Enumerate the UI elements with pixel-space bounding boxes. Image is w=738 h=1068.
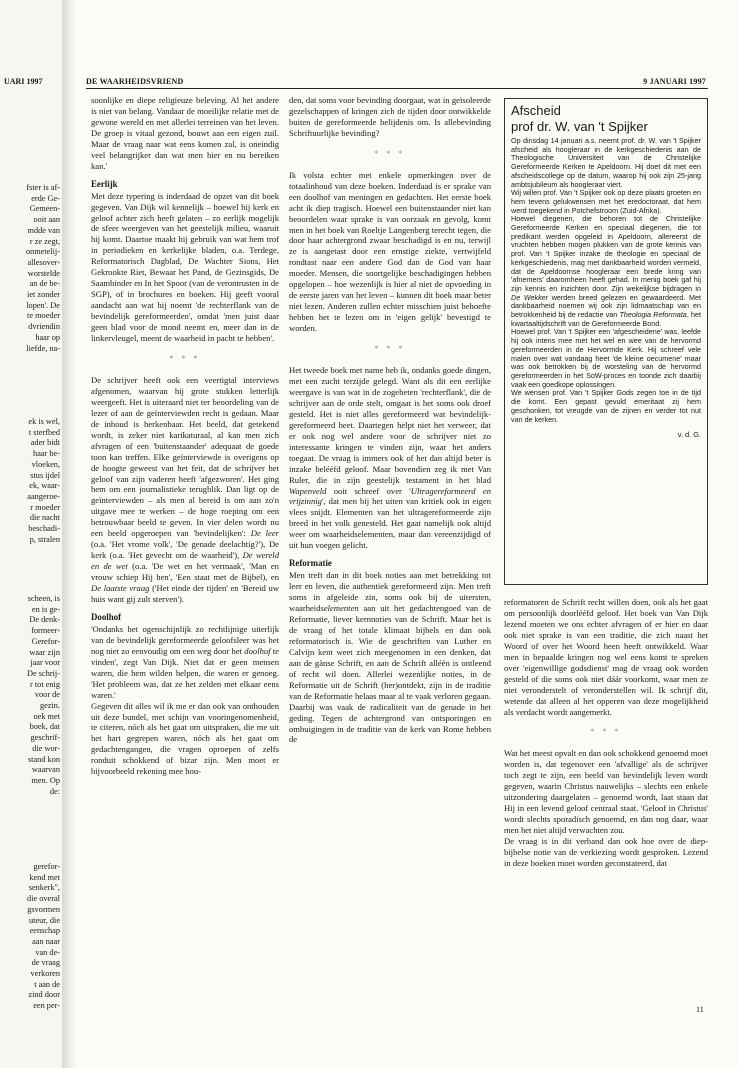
text-fragment: r ze zegt, <box>29 236 60 246</box>
text-fragment: en is ge- <box>31 604 60 614</box>
text-fragment: eenschap <box>29 926 60 936</box>
paragraph: Met deze typering is inderdaad de opzet van dit boek gegeven. Van Dijk wil kennelijk – hoewel hij kerk en geloof achter zich heeft gelaten – zo eerlijk mogelijk de sfeer weergeven van het geestelijk milieu, waaruit hij komt. Daartoe maakt hij gebruik van wat hem trof in periodieken en kerkelijke bladen, o.a. Terdege, Reformatorisch Dagblad, De Wachter Sions, Het Gekrookte Riet, Bewaar het Pand, de Gezinsgids, De Saambinder en In het Spoor (van de verontrusten in de SGP), of in brochures en boeken. Hij geeft vooral aandacht aan wat hij noemt 'de rechterflank van de bevindelijk gereformeerden', omdat 'men juist daar geen blad voor de mond neemt en, meer dan in de linkervleugel, meent de waarheid in pacht te hebben'. <box>91 190 279 344</box>
paragraph: Het tweede boek met name heb ik, ondanks goede dingen, met een zucht terzijde gelegd. Want als dit een eerlijke weergave is van wat in de zogeheten 'rechterflank', die de schrijver aan de orde stelt, omgaat is het soms ook droef gesteld. Het is niet alles gereformeerd wat bevindelijk-gereformeerd heet. Daartegen helpt niet het verweer, dat er ook nog wel andere voor de schrijver niet zo interessante kringen te vinden zijn, waar het anders toegaat. De vraag is immers ook of het dan altijd beter is inzake belééfd geloof. Maar bovendien zeg ik met Van Ruler, die in zijn geestelijk testament in het blad Wapenveld ooit schreef over 'Ultragereformeerd en vrijzinnig', dat men bij het uiten van kritiek ook in eigen vlees snijdt. Elementen van het ultragereformeerde zijn breed in het volk genesteld. Het gaat namelijk ook altijd weer om waarheidselementen, maar dan vereenzijdigd of uit hun voegen gelicht. <box>289 365 491 551</box>
text-fragment: ooit aan <box>33 215 60 225</box>
paragraph: Op dinsdag 14 januari a.s. neemt prof. dr. W. van 't Spijker afscheid als hoogleraar in de kerkgeschiedenis aan de Theologische Universiteit van de Christelijke Gereformeerde Kerken te Apeldoorn. Hij doet dit met een afscheidscollege op de datum, waarop hij ook zijn 25-jarig ambtsjubileum als hoogleraar viert. <box>511 136 701 189</box>
text-fragment: haar be- <box>33 449 60 459</box>
issue-date: 9 JANUARI 1997 <box>643 77 706 86</box>
text-fragment: ek is wel, <box>28 417 60 426</box>
paragraph: De schrijver heeft ook een veertigtal interviews afgenomen, waarvan hij grote stukken letterlijk weergeeft. Het is uiteraard niet ter beoordeling van de lezer of aan de geïnterviewden recht is gedaan. Maar de inhoud is herkenbaar. Het beeld, dat getekend wordt, is zeker niet karikaturaal, al kan men zich afvragen of een 'buitenstaander' adequaat de goede toon kan treffen. Elke geïnterviewde is overigens op de hoogte geweest van het feit, dat de schrijver het geloof van zijn vaderen heeft 'afgezworen'. Het ging hem om een journalistieke terugblik. Dan ligt op de geïnterviewden – als men al bereid is om aan zo'n uitgave mee te werken – de hoge roeping om een betrouwbaar beeld te geven. In vier delen wordt nu een beeld opgeroepen van 'bevindelijken': De leer (o.a. 'Het vrome volk', 'De genade deelachtig?'), De kerk (o.a. 'Het gevecht om de waarheid'), De wereld en de wet (o.a. 'De wet en het vermaak', 'Man en vrouw schiep Hij hen', 'Een staat met de Bijbel), en De laatste vraag ('Het einde der tijden' en 'Bereid uw huis want gij zult sterven'). <box>91 374 280 604</box>
text-fragment: dvriendin <box>28 322 60 332</box>
text-fragment: de: <box>49 786 60 796</box>
text-fragment: verkoren <box>30 969 60 979</box>
paragraph: Men treft dan in dit boek noties aan met betrekking tot leer en leven, die authentiek gereformeerd zijn. Men treft soms in afgeleide zin, soms ook bij de uitersten, waarheidselementen aan uit het gedachtengoed van de Reformatie, liever kernnoties van de Schrift. Maar het is de vraag of het totale klimaat bijbels en dan ook reformatorisch is. Wie de geschriften van Luther en Calvijn kent weet zich meegenomen in een denken, dat aan de gànse Schrift, en aan de Schrift alléén is ontleend of recht wil doen. Allerlei wezenlijke noties, in de Reformatie uit de Schrift (her)ontdekt, zijn in de traditie van de Reformatie helaas maar al te vaak verloren gegaan. Daarbij was vaak de radicaliteit van de genade in het geding. Tegen de achtergrond van ontsporingen en ombuigingen in de traditie van de kerk van Rome hebben de <box>289 570 491 745</box>
text-fragment: van de- <box>35 947 60 957</box>
text-fragment: allesover- <box>27 257 60 267</box>
text-fragment: lopen'. De <box>26 300 60 310</box>
previous-page-strip <box>0 0 62 1068</box>
announcement-box <box>504 98 708 585</box>
paragraph: Hoewel diegenen, die behoren tot de Christelijke Gereformeerde Kerken en speciaal diegenen, die tot predikant werden opgeleid in Apeldoorn, allereerst de vruchten hebben mogen plukken van de grote kennis van prof. Van 't Spijker inzake de theologie en speciaal de kerkgeschiedenis, mag met dankbaarheid worden vermeld, dat de Apeldoornse hoogleraar een brede kring van 'afnemers' daaromheen heeft gehad. In menig boek gaf hij zijn kennis en inzichten door. Zijn wekelijkse bijdragen in De Wekker werden breed gelezen en gewaardeerd. Met dankbaarheid noemen wij ook zijn lidmaatschap van en betrokkenheid bij de redactie van Theologia Reformata, het kwartaaltijdschrift van de Gereformeerde Bond. <box>511 214 701 328</box>
text-fragment: oek met <box>33 711 60 721</box>
article-column-1 <box>91 95 279 777</box>
box-body <box>511 137 701 424</box>
paragraph: Wij willen prof. Van 't Spijker ook op deze plaats groeten en hem tevens gelukwensen met het eredoctoraat, dat hem werd toegekend in Potchefstroom (Zuid-Afrika). <box>511 188 701 215</box>
text-fragment: onmetelij- <box>25 247 60 257</box>
paragraph: den, dat soms voor bevinding doorgaat, wat in geïsoleerde gezelschappen of kringen zich de tijden door ontwikkelde buiten de gereformeerde belijdenis om. Is allebevinding Schriftuurlijke bevinding? <box>289 95 491 138</box>
text-fragment: ek, waar- <box>29 481 60 491</box>
text-fragment: r tot enig <box>30 679 60 689</box>
paragraph: Ik volsta echter met enkele opmerkingen over de totaalinhoud van deze boeken. Inderdaad is er sprake van een doolhof van meningen en gedachten. Het eerste boek acht ik diep tragisch. Hoewel een buitenstaander niet kan beoordelen waar sprake is van oorzaak en gevolg, komt men in het boek van Roeltje Langenberg terecht tegen, die door haar achtergrond zwaar beschadigd is en nu, terwijl ze is aangetast door een ernstige ziekte, vertwijfeld rondtast naar een andere God dan de God van haar moeder. Mensen, die soortgelijke beschadigingen hebben opgelopen – hoe wezenlijk is hier al niet de opvoeding in de eerste jaren van het leven – kunnen dit boek maar beter niet lezen. Anderen zullen echter misschien juist behoefte hebben het te lezen om in 'eigen gelijk' bevestigd te worden. <box>289 169 491 334</box>
text-fragment: aan naar <box>32 936 60 946</box>
text-fragment: gerefor- <box>33 862 60 871</box>
text-fragment: boek, dat <box>29 722 60 732</box>
text-fragment: de vraag <box>31 958 60 968</box>
paragraph: reformatoren de Schrift recht willen doen, ook als het gaat om persoonlijk doorlééfd geloof. Het boek van Van Dijk lezend moeten we ons echter afvragen of er hier en daar ook niet sprake is van een traditie, die zich naast het Woord of over het Woord heen heeft ontwikkeld. Waar men in bepaalde kringen nog wel eens komt te spreken over 'eigenwillige godsdienst' mag de vraag ook worden gesteld of die soms ook niet dáár voorkomt, waar men ze niet veronderstelt of veronderstellen wil. Ik schrijf dit, wetende dat alleen al het opperen van deze mogelijkheid als verdacht wordt aangemerkt. <box>504 597 708 717</box>
paragraph: soonlijke en diepe religieuze beleving. Al het andere is niet van belang. Vandaar de moeilijke relatie met de gewone wereld en met allerlei terreinen van het leven. De groep is vitaal gezond, bouwt aan een eigen zuil. Maar de vraag naar wat eens komen zal, is oneindig veel belangrijker dan wat men hier en nu bereiken kan.' <box>91 95 279 171</box>
previous-page-text-block <box>2 417 60 545</box>
text-fragment: kend met <box>29 872 60 882</box>
paragraph: We wensen prof. Van 't Spijker Gods zegen toe in de tijd die komt. Een gepast gevuld emeritaat zij hem geschonken, tot vreugde van de zijnen en verder tot nut van de kerken. <box>511 388 701 424</box>
text-fragment: geschrif- <box>30 733 60 743</box>
previous-page-header: UARI 1997 <box>4 77 43 86</box>
publication-name: DE WAARHEIDSVRIEND <box>86 77 184 86</box>
text-fragment: waarvan <box>31 765 60 775</box>
text-fragment: an de be- <box>29 279 60 289</box>
subheading-reformatie: Reformatie <box>289 558 332 569</box>
text-fragment: die overal <box>27 894 60 904</box>
text-fragment: Gerefor- <box>31 636 60 646</box>
box-signature: v. d. G. <box>677 430 701 440</box>
paragraph: Gegeven dit alles wil ik me er dan ook van onthouden uit deze bundel, met schijn van vooringenomenheid, te citeren, nóch als het gaat om uitspraken, die me uit het hart gegrepen waren, nóch als het gaat om gedachtengangen, die vragen oproepen of zelfs ronduit schokkend of bizar zijn. Men moet er bijvoorbeeld rekening mee hou- <box>91 700 279 777</box>
previous-page-text-block <box>2 862 60 1012</box>
text-fragment: De denk- <box>29 615 60 625</box>
text-fragment: zind door <box>28 990 60 1000</box>
paragraph: Hoewel prof. Van 't Spijker een 'afgescheidene' was, leefde hij ook intens mee met het wel en wee van de hervormd gereformeerden in de Hervormde Kerk. Hij schreef vele malen over wat vandaag heet 'de kleine oecumene' maar was ook betrokken bij de worsteling van de hervormd gereformeerden in het SoW-proces en toonde zich daarbij vaak een goedkope oplossingen. <box>511 327 701 389</box>
page-number: 11 <box>696 1005 704 1014</box>
box-title: Afscheid <box>511 103 561 118</box>
text-fragment: formeer- <box>31 626 60 636</box>
text-fragment: beschadi- <box>28 524 60 534</box>
article-column-3 <box>504 597 708 869</box>
text-fragment: erde Ge- <box>31 193 60 203</box>
text-fragment: te moeder <box>27 311 60 321</box>
text-fragment: t aan de <box>34 979 60 989</box>
text-fragment: waar zijn <box>29 647 60 657</box>
section-divider: * * * <box>590 727 622 737</box>
text-fragment: voor de <box>34 690 60 700</box>
text-fragment: die wor- <box>32 743 60 753</box>
previous-page-text-block <box>2 183 60 354</box>
text-fragment: jaar voor <box>30 658 60 668</box>
text-fragment: die nacht <box>29 513 60 523</box>
text-fragment: t sterfbed <box>28 427 60 437</box>
text-fragment: uteur, die <box>29 915 60 925</box>
box-subtitle: prof dr. W. van 't Spijker <box>511 119 648 134</box>
header-rule <box>86 88 708 89</box>
text-fragment: ader bidt <box>30 438 60 448</box>
text-fragment: Gemeen- <box>29 204 60 214</box>
text-fragment: stand kon <box>27 754 60 764</box>
gutter-shadow <box>62 0 76 1068</box>
paragraph: De vraag is in dit verband dan ook hoe over de diep-bijbelse notie van de verkiezing wordt gesproken. Lezend in deze boeken moet worden geconstateerd, dat <box>504 836 708 868</box>
text-fragment: gezin. <box>39 701 60 711</box>
text-fragment: liefde, na- <box>26 343 60 353</box>
subheading-doolhof: Doolhof <box>91 611 122 622</box>
paragraph: 'Ondanks het ogenschijnlijk zo rechtlijnige uiterlijk van de bevindelijk gereformeerde geloofsleer was het nog niet zo eenvoudig om een weg door het doolhof te vinden', zegt Van Dijk. Niet dat er geen mensen waren, die hem wilden helpen, die waren er genoeg. 'Het probleem was, dat ze het zelden met elkaar eens waren.' <box>91 623 280 700</box>
text-fragment: aangeroe- <box>27 491 60 501</box>
text-fragment: vloeken, <box>31 459 60 469</box>
text-fragment: een per- <box>33 1001 60 1011</box>
text-fragment: r moeder <box>30 502 60 512</box>
section-divider: * * * <box>169 353 201 363</box>
text-fragment: De schrij- <box>27 668 60 678</box>
section-divider: * * * <box>374 344 406 354</box>
text-fragment: scheen, is <box>27 594 60 603</box>
text-fragment: stus ijdel <box>30 470 60 480</box>
section-divider: * * * <box>374 148 406 158</box>
text-fragment: gsvormen <box>27 904 60 914</box>
text-fragment: fster is af- <box>26 183 60 192</box>
subheading-eerlijk: Eerlijk <box>91 178 118 189</box>
text-fragment: haar op <box>35 332 60 342</box>
paragraph: Wat het meest opvalt en dan ook schokkend genoemd moet worden is, dat tegenover een 'afvallige' als de schrijver toch zegt te zijn, een beeld van bevindelijk leven wordt gegeven, waarin Christus nauwelijks – slechts een enkele uitzondering daargelaten – genoemd wordt, laat staan dat Hij in een levend geloof centraal staat. 'Geloof in Christus' wordt slechts sporadisch genoemd, en dan nog daar, waar men het niet altijd verwachten zou. <box>504 748 708 836</box>
text-fragment: senkerk", <box>28 883 60 893</box>
previous-page-text-block <box>2 594 60 797</box>
text-fragment: men. Op <box>31 775 60 785</box>
article-column-2 <box>289 95 491 745</box>
text-fragment: mdde van <box>27 225 60 235</box>
text-fragment: worstelde <box>27 268 60 278</box>
text-fragment: p, stralen <box>29 534 60 544</box>
text-fragment: iet zonder <box>27 290 60 300</box>
